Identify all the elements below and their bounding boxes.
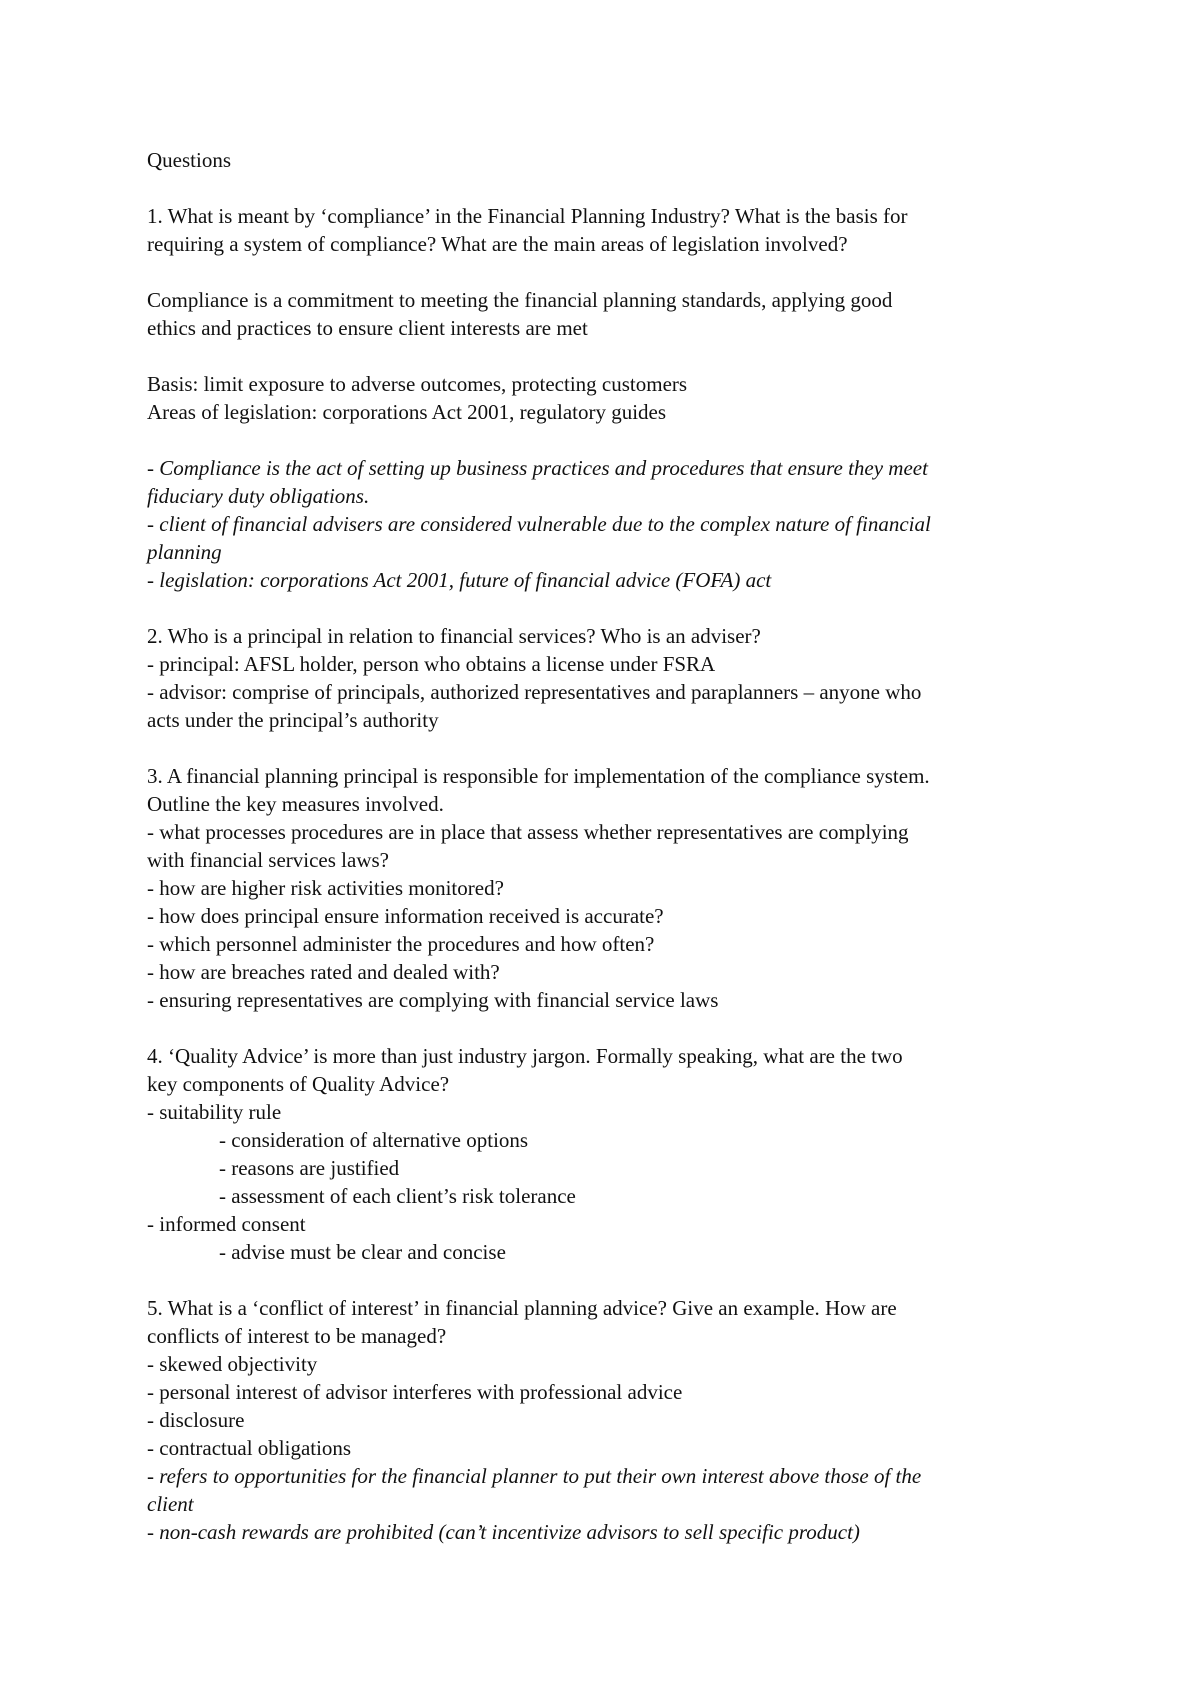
italic-note: - non-cash rewards are prohibited (can’t incentivize advisors to sell specific product) [147,1520,860,1544]
question-text: 5. What is a ‘conflict of interest’ in financial planning advice? Give an example. How are [147,1296,897,1320]
italic-note: client [147,1492,194,1516]
answer-text: - contractual obligations [147,1436,352,1460]
answer-text: Areas of legislation: corporations Act 2001, regulatory guides [147,400,667,424]
answer-text: - principal: AFSL holder, person who obtains a license under FSRA [147,652,716,676]
question-3 [147,762,1077,1014]
italic-note: planning [147,540,222,564]
spacer [147,594,1077,622]
answer-text: - advisor: comprise of principals, authorized representatives and paraplanners – anyone who [147,680,922,704]
question-text: 2. Who is a principal in relation to financial services? Who is an adviser? [147,624,761,648]
question-text: conflicts of interest to be managed? [147,1324,447,1348]
answer-text: - skewed objectivity [147,1352,318,1376]
question-text: requiring a system of compliance? What are the main areas of legislation involved? [147,232,848,256]
italic-note: - refers to opportunities for the financial planner to put their own interest above those of the [147,1464,922,1488]
sub-item: - consideration of alternative options [219,1128,529,1152]
italic-note: - client of financial advisers are considered vulnerable due to the complex nature of financial [147,512,931,536]
italic-note: fiduciary duty obligations. [147,484,370,508]
spacer [147,258,1077,286]
answer-text: Basis: limit exposure to adverse outcomes, protecting customers [147,372,688,396]
question-4 [147,1042,1077,1266]
sub-item: - reasons are justified [219,1156,400,1180]
spacer [147,1014,1077,1042]
spacer [147,1266,1077,1294]
document-page [147,146,1077,1546]
answer-text: - disclosure [147,1408,245,1432]
answer-text: - how are breaches rated and dealed with? [147,960,500,984]
question-text: key components of Quality Advice? [147,1072,450,1096]
answer-text: - suitability rule [147,1100,282,1124]
spacer [147,342,1077,370]
answer-text: Compliance is a commitment to meeting the financial planning standards, applying good [147,288,893,312]
spacer [147,174,1077,202]
question-text: 1. What is meant by ‘compliance’ in the Financial Planning Industry? What is the basis for [147,204,908,228]
answer-text: - what processes procedures are in place that assess whether representatives are complying [147,820,909,844]
question-text: 4. ‘Quality Advice’ is more than just industry jargon. Formally speaking, what are the two [147,1044,903,1068]
question-text: 3. A financial planning principal is responsible for implementation of the compliance system. [147,764,930,788]
spacer [147,734,1077,762]
spacer [147,426,1077,454]
answer-text: - how does principal ensure information received is accurate? [147,904,664,928]
question-text: Outline the key measures involved. [147,792,444,816]
answer-text: - personal interest of advisor interferes with professional advice [147,1380,683,1404]
question-2 [147,622,1077,734]
sub-item: - advise must be clear and concise [219,1240,506,1264]
answer-text: with financial services laws? [147,848,389,872]
sub-item: - assessment of each client’s risk tolerance [219,1184,576,1208]
answer-text: - ensuring representatives are complying with financial service laws [147,988,719,1012]
italic-note: - Compliance is the act of setting up business practices and procedures that ensure they meet [147,456,928,480]
answer-text: - which personnel administer the procedures and how often? [147,932,655,956]
answer-text: - how are higher risk activities monitored? [147,876,504,900]
italic-note: - legislation: corporations Act 2001, future of financial advice (FOFA) act [147,568,772,592]
question-1 [147,202,1077,594]
answer-text: - informed consent [147,1212,306,1236]
page-title: Questions [147,148,231,172]
answer-text: acts under the principal’s authority [147,708,439,732]
question-5 [147,1294,1077,1546]
answer-text: ethics and practices to ensure client interests are met [147,316,588,340]
